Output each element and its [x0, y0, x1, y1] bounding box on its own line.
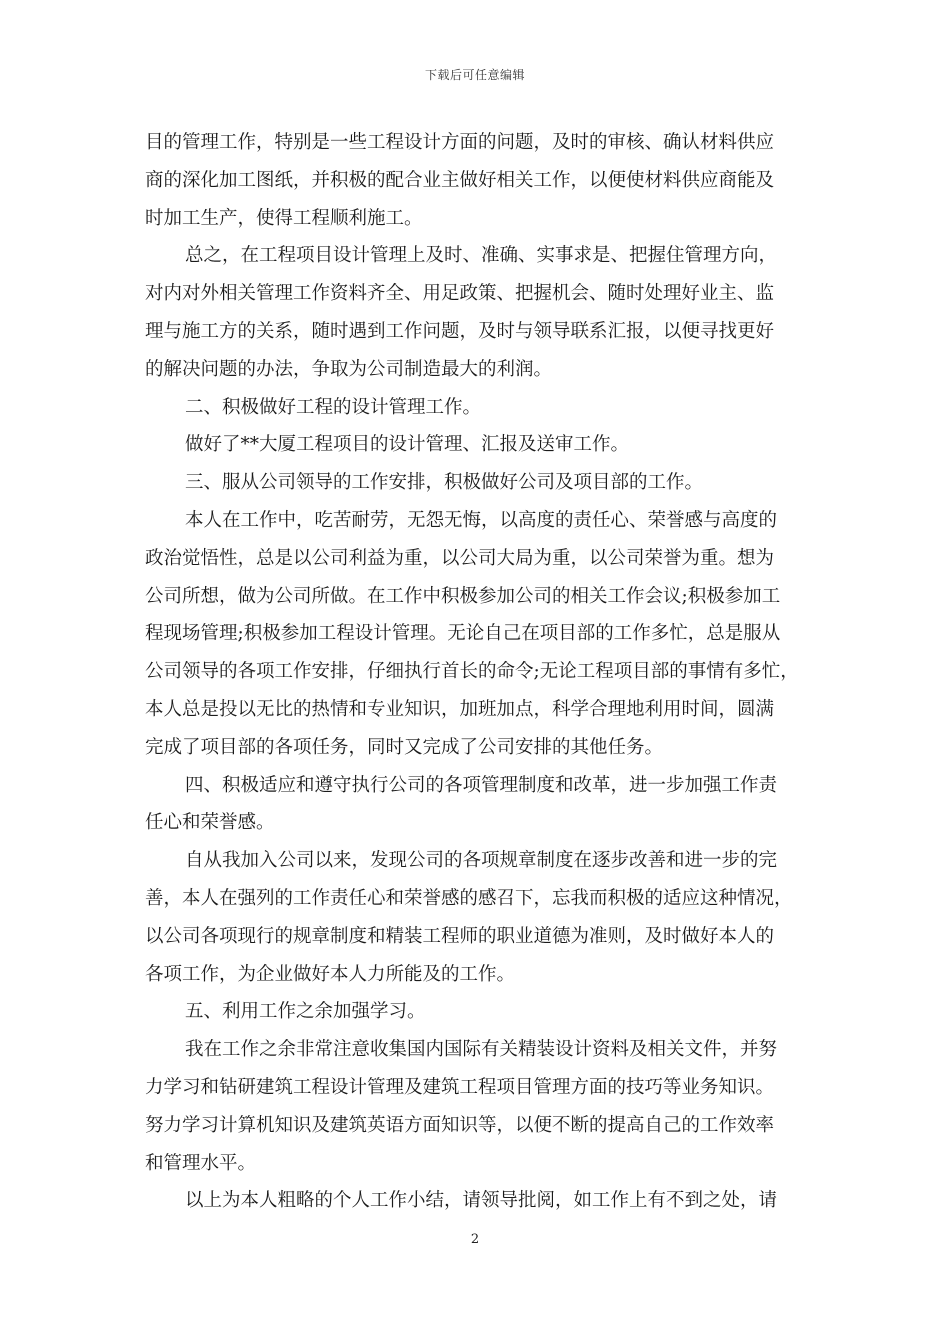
text-line: 任心和荣誉感。: [145, 812, 275, 834]
text-line: 商的深化加工图纸，并积极的配合业主做好相关工作，以便使材料供应商能及: [145, 169, 775, 191]
text-line: 政治觉悟性，总是以公司利益为重，以公司大局为重，以公司荣誉为重。想为: [145, 547, 775, 569]
document-body: [145, 124, 813, 1220]
text-line: 对内对外相关管理工作资料齐全、用足政策、把握机会、随时处理好业主、监: [145, 283, 775, 305]
page-number: 2: [470, 1232, 480, 1247]
text-line: 自从我加入公司以来，发现公司的各项规章制度在逐步改善和进一步的完: [185, 850, 778, 872]
text-line: 公司所想，做为公司所做。在工作中积极参加公司的相关工作会议;积极参加工: [145, 585, 781, 607]
text-line: 力学习和钻研建筑工程设计管理及建筑工程项目管理方面的技巧等业务知识。: [145, 1076, 775, 1098]
text-line: 努力学习计算机知识及建筑英语方面知识等，以便不断的提高自己的工作效率: [145, 1114, 775, 1136]
text-line: 本人总是投以无比的热情和专业知识，加班加点，科学合理地利用时间，圆满: [145, 698, 775, 720]
text-line: 以上为本人粗略的个人工作小结，请领导批阅，如工作上有不到之处，请: [185, 1190, 778, 1212]
text-line: 二、积极做好工程的设计管理工作。: [185, 396, 482, 418]
text-line: 以公司各项现行的规章制度和精装工程师的职业道德为准则，及时做好本人的: [145, 925, 775, 947]
text-line: 五、利用工作之余加强学习。: [185, 1001, 426, 1023]
text-line: 各项工作，为企业做好本人力所能及的工作。: [145, 963, 516, 985]
text-line: 和管理水平。: [145, 1152, 257, 1174]
text-line: 本人在工作中，吃苦耐劳，无怨无悔，以高度的责任心、荣誉感与高度的: [185, 509, 778, 531]
page-header: 下载后可任意编辑: [424, 68, 525, 82]
text-line: 时加工生产，使得工程顺利施工。: [145, 207, 423, 229]
text-line: 总之，在工程项目设计管理上及时、准确、实事求是、把握住管理方向，: [185, 245, 778, 267]
text-line: 三、服从公司领导的工作安排，积极做好公司及项目部的工作。: [185, 472, 704, 494]
text-line: 程现场管理;积极参加工程设计管理。无论自己在项目部的工作多忙，总是服从: [145, 623, 781, 645]
text-line: 完成了项目部的各项任务，同时又完成了公司安排的其他任务。: [145, 736, 664, 758]
text-line: 做好了**大厦工程项目的设计管理、汇报及送审工作。: [185, 434, 630, 456]
text-line: 公司领导的各项工作安排，仔细执行首长的命令;无论工程项目部的事情有多忙，: [145, 661, 799, 683]
text-line: 的解决问题的办法，争取为公司制造最大的利润。: [145, 358, 553, 380]
text-line: 四、积极适应和遵守执行公司的各项管理制度和改革，进一步加强工作责: [185, 774, 778, 796]
text-line: 善，本人在强列的工作责任心和荣誉感的感召下，忘我而积极的适应这种情况，: [145, 887, 793, 909]
text-line: 我在工作之余非常注意收集国内国际有关精装设计资料及相关文件，并努: [185, 1039, 778, 1061]
text-line: 理与施工方的关系，随时遇到工作问题，及时与领导联系汇报，以便寻找更好: [145, 320, 775, 342]
text-line: 目的管理工作，特别是一些工程设计方面的问题，及时的审核、确认材料供应: [145, 132, 775, 153]
